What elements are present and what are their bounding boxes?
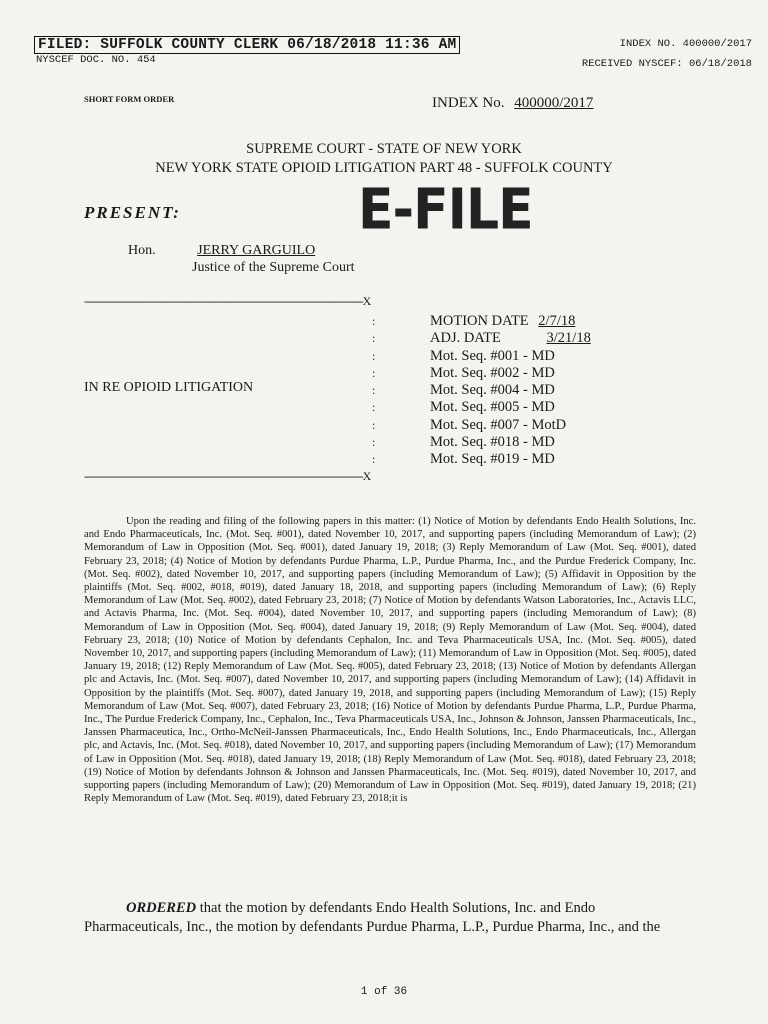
papers-paragraph: Upon the reading and filing of the following papers in this matter: (1) Notice of Motion by defendants Endo Health Solutions, Inc. and Endo Pharmaceuticals, Inc. (Mot. Seq. #001), dated November 10, 2017, and supporting papers (including Memorandum of Law); (2) Memorandum of Law in Opposition (Mot. Seq. #001), dated January 19, 2018; (3) Reply Memorandum of Law (Mot. Seq. #001), dated February 23, 2018; (4) Notice of Motion by defendants Purdue Pharma, L.P., Purdue Pharma, Inc., and the Purdue Frederick Company, Inc. (Mot. Seq. #002), dated November 10, 2017, and supporting papers (including Memorandum of Law); (5) Affidavit in Opposition by the plaintiffs (Mot. Seq. #002, #018, #019), dated January 18, 2018, and supporting papers (including Memorandum of Law); (6) Reply Memorandum of Law (Mot. Seq. #002), dated February 23, 2018; (7) Notice of Motion by defendants Watson Laboratories, Inc., Actavis LLC, and Actavis Pharma, Inc. (Mot. Seq. #004), dated November 10, 2017, and supporting papers (including Memorandum of Law); (8) Memorandum of Law in Opposition (Mot. Seq. #004), dated January 19, 2018; (9) Reply Memorandum of Law (Mot. Seq. #004), dated February 23, 2018; (10) Notice of Motion by defendants Cephalon, Inc. and Teva Pharmaceuticals USA, Inc. (Mot. Seq. #005), dated November 10, 2017, and supporting papers (including Memorandum of Law); (11) Memorandum of Law in Opposition (Mot. Seq. #005), dated January 19, 2018; (12) Reply Memorandum of Law (Mot. Seq. #005), dated February 23, 2018; (13) Notice of Motion by defendants Allergan plc and Actavis, Inc. (Mot. Seq. #007), dated November 10, 2017, and supporting papers (including Memorandum of Law); (14) Affidavit in Opposition by the plaintiffs (Mot. Seq. #007), dated January 19, 2018, and supporting papers (including Memorandum of Law); (15) Reply Memorandum of Law (Mot. Seq. #007), dated February 23, 2018; (16) Notice of Motion by defendants Purdue Pharma, L.P., Purdue Pharma, Inc., The Purdue Frederick Company, Inc., Cephalon, Inc., Teva Pharmaceuticals USA, Inc., Johnson & Johnson, Janssen Pharmaceuticals, Inc., Janssen Pharmaceutica, Inc., Ortho-McNeil-Janssen Pharmaceuticals, Inc., Endo Health Solutions, Inc., Endo Pharmaceuticals, Inc., Allergan plc, and Actavis, Inc. (Mot. Seq. #018), dated November 10, 2017, and supporting papers (including Memorandum of Law); (17) Memorandum of Law in Opposition (Mot. Seq. #018), dated January 19, 2018; (18) Reply Memorandum of Law (Mot. Seq. #018), dated February 23, 2018; (19) Notice of Motion by defendants Johnson & Johnson and Janssen Pharmaceuticals, Inc. (Mot. Seq. #019), dated November 10, 2017, and supporting papers (including Memorandum of Law); (20) Memorandum of Law in Opposition (Mot. Seq. #019), dated January 19, 2018; (21) Reply Memorandum of Law (Mot. Seq. #019), dated February 23, 2018;it is (84, 516, 696, 805)
case-caption: IN RE OPIOID LITIGATION (84, 380, 254, 395)
caption-top-rule: ---------------------------------------------------------------------------------------------X (84, 294, 371, 308)
ordered-text: that the motion by defendants Endo Health Solutions, Inc. and Endo Pharmaceuticals, Inc., the motion by defendants Purdue Pharma, L.P., Purdue Pharma, Inc., and the (84, 900, 661, 935)
adj-date-label: ADJ. DATE (430, 330, 501, 347)
motion-date-row (430, 313, 599, 330)
ordered-lead: ORDERED (126, 900, 197, 916)
present-label: PRESENT: (84, 203, 181, 222)
court-name: SUPREME COURT - STATE OF NEW YORK (246, 141, 522, 157)
page-number: 1 of 36 (360, 986, 408, 998)
caption-bottom-rule: ---------------------------------------------------------------------------------------------X (84, 469, 371, 483)
justice-title: Justice of the Supreme Court (192, 260, 355, 275)
motion-seq-item: Mot. Seq. #019 - MD (430, 451, 555, 468)
judge-line (128, 243, 335, 259)
e-file-stamp: E-FILE (358, 177, 533, 243)
court-part: NEW YORK STATE OPIOID LITIGATION PART 48 - SUFFOLK COUNTY (155, 160, 613, 176)
motion-seq-item: Mot. Seq. #001 - MD (430, 347, 555, 364)
motion-date-label: MOTION DATE (430, 313, 529, 329)
adj-date-row (430, 330, 599, 347)
motion-seq-item: Mot. Seq. #005 - MD (430, 399, 555, 416)
judge-name: JERRY GARGUILO (197, 243, 316, 258)
motion-info (430, 313, 599, 469)
filed-banner: FILED: SUFFOLK COUNTY CLERK 06/18/2018 11:36 AM (34, 36, 460, 54)
ordered-paragraph (84, 899, 696, 937)
hon-label: Hon. (128, 243, 156, 258)
caption-colon-column: : : : : : : : : : (372, 314, 376, 467)
nyscef-doc-number: NYSCEF DOC. NO. 454 (36, 54, 156, 66)
motion-date-value: 2/7/18 (538, 313, 576, 329)
motion-seq-item: Mot. Seq. #007 - MotD (430, 416, 567, 433)
index-label: INDEX No. (432, 95, 505, 111)
received-date: RECEIVED NYSCEF: 06/18/2018 (581, 58, 752, 70)
motion-seq-item: Mot. Seq. #002 - MD (430, 364, 555, 381)
motion-seq-item: Mot. Seq. #004 - MD (430, 382, 555, 399)
motion-seq-item: Mot. Seq. #018 - MD (430, 434, 555, 451)
index-value: 400000/2017 (514, 95, 594, 111)
adj-date-value: 3/21/18 (546, 330, 591, 347)
short-form-order: SHORT FORM ORDER (84, 94, 175, 104)
header-index-number: INDEX NO. 400000/2017 (619, 38, 752, 50)
index-line (432, 95, 607, 112)
